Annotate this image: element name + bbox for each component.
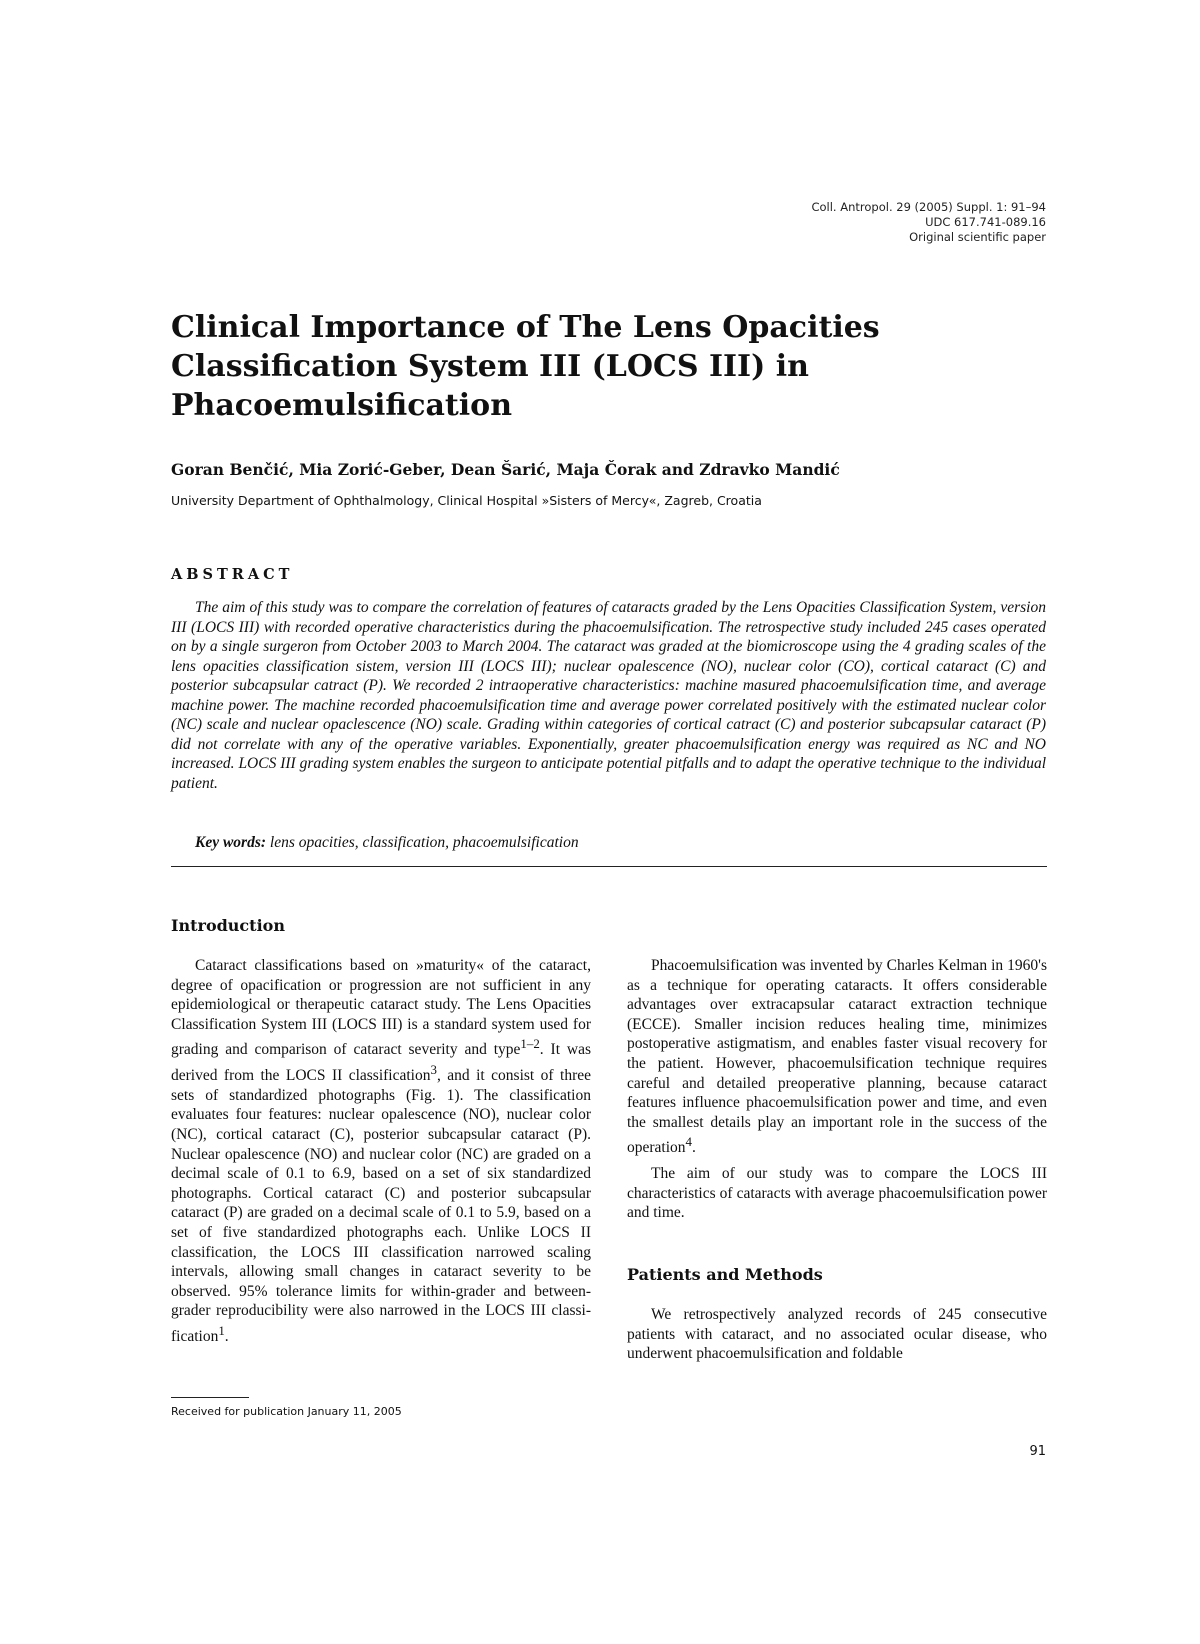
intro-paragraph-2: Phacoemulsification was invented by Charles Kelman in 1960's as a technique for operating cataracts. It offers considerable advantages over extracapsular cataract extraction technique (ECCE). Smaller incision reduces healing time, minimizes postoperative astigmatism, and enables faster visual recovery for the patient. However, phacoemulsification technique requires careful and detailed preoperative planning, because cataract features influence phacoemulsification power and time, and even the smallest details play an important role in the success of the operation$^4$. bbox=[627, 957, 1047, 1157]
abstract-text: The aim of this study was to compare the correlation of features of cataracts graded by the Lens Opacities Classification System, version III (LOCS III) with recorded operative characteristics during the phacoemulsification. The retrospective study included 245 cases operated on by a single surgeron from October 2003 to March 2004. The cataract was graded at the biomicroscope using the 4 grading scales of the lens opacities classification sistem, version III (LOCS III); nuclear opalescence (NO), nuclear color (CO), cortical cataract (C) and posterior subcapsular catract (P). We recorded 2 intraoperative characteristics: machine masured phacoemulsification time, and average machine power. The machine recorded phacoemulsification time and average power correlated positively with the estimated nuclear color (NC) scale and nuclear opaclescence (NO) scale. Grading within categories of cortical catract (C) and posterior subcapsular cataract (P) did not correlate with any of the operative variables. Exponentially, greater phacoemulsification energy was required as NC and NO increased. LOCS III grading system enables the surgeon to anticipate potential pitfalls and to adapt the operative technique to the individual patient. bbox=[171, 599, 1046, 792]
received-footnote: Received for publication January 11, 2005 bbox=[171, 1405, 402, 1418]
intro-paragraph-1: Cataract classifications based on »maturity« of the cataract, degree of opacification or progression are not sufficient in any epidemiological or therapeutic cataract study. The Lens Opacities Classification System III (LOCS III) is a standard system used for grading and comparison of cataract severity and type$^{1-2}$. It was derived from the LOCS II classification$^3$, and it consist of three sets of standardized photographs (Fig. 1). The classification evaluates four features: nuclear opalescence (NO), nuclear color (NC), cortical cataract (C), posterior subcapsular cataract (P). Nuclear opalescence (NO) and nuclear color (NC) are graded on a decimal scale of 0.1 to 6.9, based on a set of six standardized photographs. Cortical cataract (C) and posterior subcapsular cataract (P) are graded on a decimal scale of 0.1 to 5.9, based on a set of five standardized photographs each. Unlike LOCS II classification, the LOCS III classification narrowed scaling intervals, allowing small changes in cataract severity to be observed. 95% tolerance limits for within-grader and between-grader reproducibility were also narrowed in the LOCS III classi-fication$^1$. bbox=[171, 957, 591, 1346]
journal-header bbox=[811, 200, 1046, 245]
citation-ref: 1–2 bbox=[520, 1036, 540, 1052]
citation: Coll. Antropol. 29 (2005) Suppl. 1: 91–94 bbox=[811, 200, 1046, 214]
page-number: 91 bbox=[1029, 1444, 1046, 1459]
udc-code: UDC 617.741-089.16 bbox=[925, 215, 1046, 229]
methods-column bbox=[627, 1305, 1047, 1364]
article-title: Clinical Importance of The Lens Opacities Classification System III (LOCS III) in Phacoemulsification bbox=[171, 310, 880, 423]
keywords-label: Key words: bbox=[195, 834, 267, 851]
methods-paragraph-1: We retrospectively analyzed records of 245 consecutive patients with cataract, and no associated ocular disease, who underwent phacoemulsification and foldable bbox=[627, 1306, 1047, 1363]
introduction-heading: Introduction bbox=[171, 916, 285, 935]
keywords-list: lens opacities, classification, phacoemulsification bbox=[269, 834, 579, 851]
abstract-heading: ABSTRACT bbox=[171, 566, 294, 583]
author-list: Goran Benčić, Mia Zorić-Geber, Dean Šarić, Maja Čorak and Zdravko Mandić bbox=[171, 460, 840, 479]
keywords bbox=[195, 834, 579, 852]
paper-type: Original scientific paper bbox=[909, 230, 1046, 244]
abstract-divider bbox=[171, 866, 1047, 867]
footnote-divider bbox=[171, 1397, 249, 1398]
methods-heading: Patients and Methods bbox=[627, 1265, 823, 1284]
left-column bbox=[171, 956, 591, 1347]
intro-paragraph-3: The aim of our study was to compare the LOCS III characteristics of cataracts with average phacoemulsification power and time. bbox=[627, 1165, 1047, 1222]
right-column bbox=[627, 956, 1047, 1223]
citation-ref: 3 bbox=[430, 1062, 437, 1078]
citation-ref: 4 bbox=[685, 1134, 692, 1150]
affiliation: University Department of Ophthalmology, Clinical Hospital »Sisters of Mercy«, Zagreb, Croatia bbox=[171, 493, 762, 508]
citation-ref: 1 bbox=[218, 1323, 225, 1338]
